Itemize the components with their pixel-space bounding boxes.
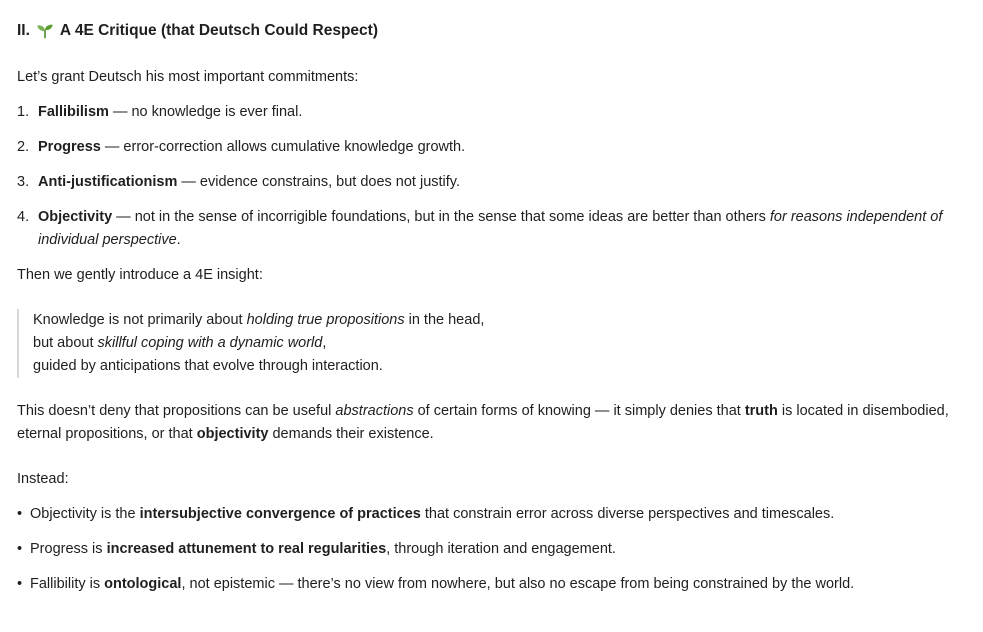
term: Fallibilism: [38, 104, 109, 120]
list-item: [17, 206, 966, 252]
list-item: [17, 136, 966, 159]
body-paragraph: This doesn’t deny that propositions can be useful abstractions of certain forms of knowing — it simply denies that truth is located in disembodied, eternal propositions, or that objectivity demands their existence.: [17, 403, 949, 442]
list-number: 3.: [17, 174, 30, 190]
item-end: .: [176, 232, 181, 248]
heading-prefix: II.: [17, 22, 30, 39]
list-item: [17, 171, 966, 194]
list-item: [17, 101, 966, 124]
item-text: — error-correction allows cumulative knowledge growth.: [100, 139, 466, 155]
quote-line: but about skillful coping with a dynamic world,: [33, 335, 327, 351]
heading-title: A 4E Critique (that Deutsch Could Respect): [59, 22, 378, 39]
item-text: — no knowledge is ever final.: [108, 104, 303, 120]
list-item: • Fallibility is ontological, not epistemic — there’s no view from nowhere, but also no escape from being constrained by the world.: [17, 573, 966, 596]
list-number: 2.: [17, 139, 30, 155]
term: Progress: [38, 139, 101, 155]
section-heading: [17, 18, 966, 44]
intro-text: Let’s grant Deutsch his most important commitments:: [17, 69, 359, 85]
seedling-icon: [36, 22, 54, 40]
quote-line: guided by anticipations that evolve through interaction.: [33, 358, 383, 374]
list-number: 4.: [17, 209, 30, 225]
quote-line: Knowledge is not primarily about holding true propositions in the head,: [33, 312, 485, 328]
term: Objectivity: [38, 209, 113, 225]
list-item: • Progress is increased attunement to real regularities, through iteration and engagement.: [17, 538, 966, 561]
then-text: Then we gently introduce a 4E insight:: [17, 267, 263, 283]
commitments-list: [17, 101, 966, 252]
list-number: 1.: [17, 104, 30, 120]
instead-text: Instead:: [17, 471, 69, 487]
list-item: • Objectivity is the intersubjective convergence of practices that constrain error across diverse perspectives and timescales.: [17, 503, 966, 526]
bullet-list: [17, 503, 966, 596]
bullet: •: [17, 506, 23, 522]
blockquote: [17, 309, 966, 378]
bullet: •: [17, 576, 23, 592]
item-italic: for reasons independent of individual perspective: [38, 209, 943, 248]
item-text: — evidence constrains, but does not justify.: [177, 174, 461, 190]
term: Anti-justificationism: [38, 174, 178, 190]
item-text: — not in the sense of incorrigible foundations, but in the sense that some ideas are better than others: [112, 209, 770, 225]
bullet: •: [17, 541, 23, 557]
